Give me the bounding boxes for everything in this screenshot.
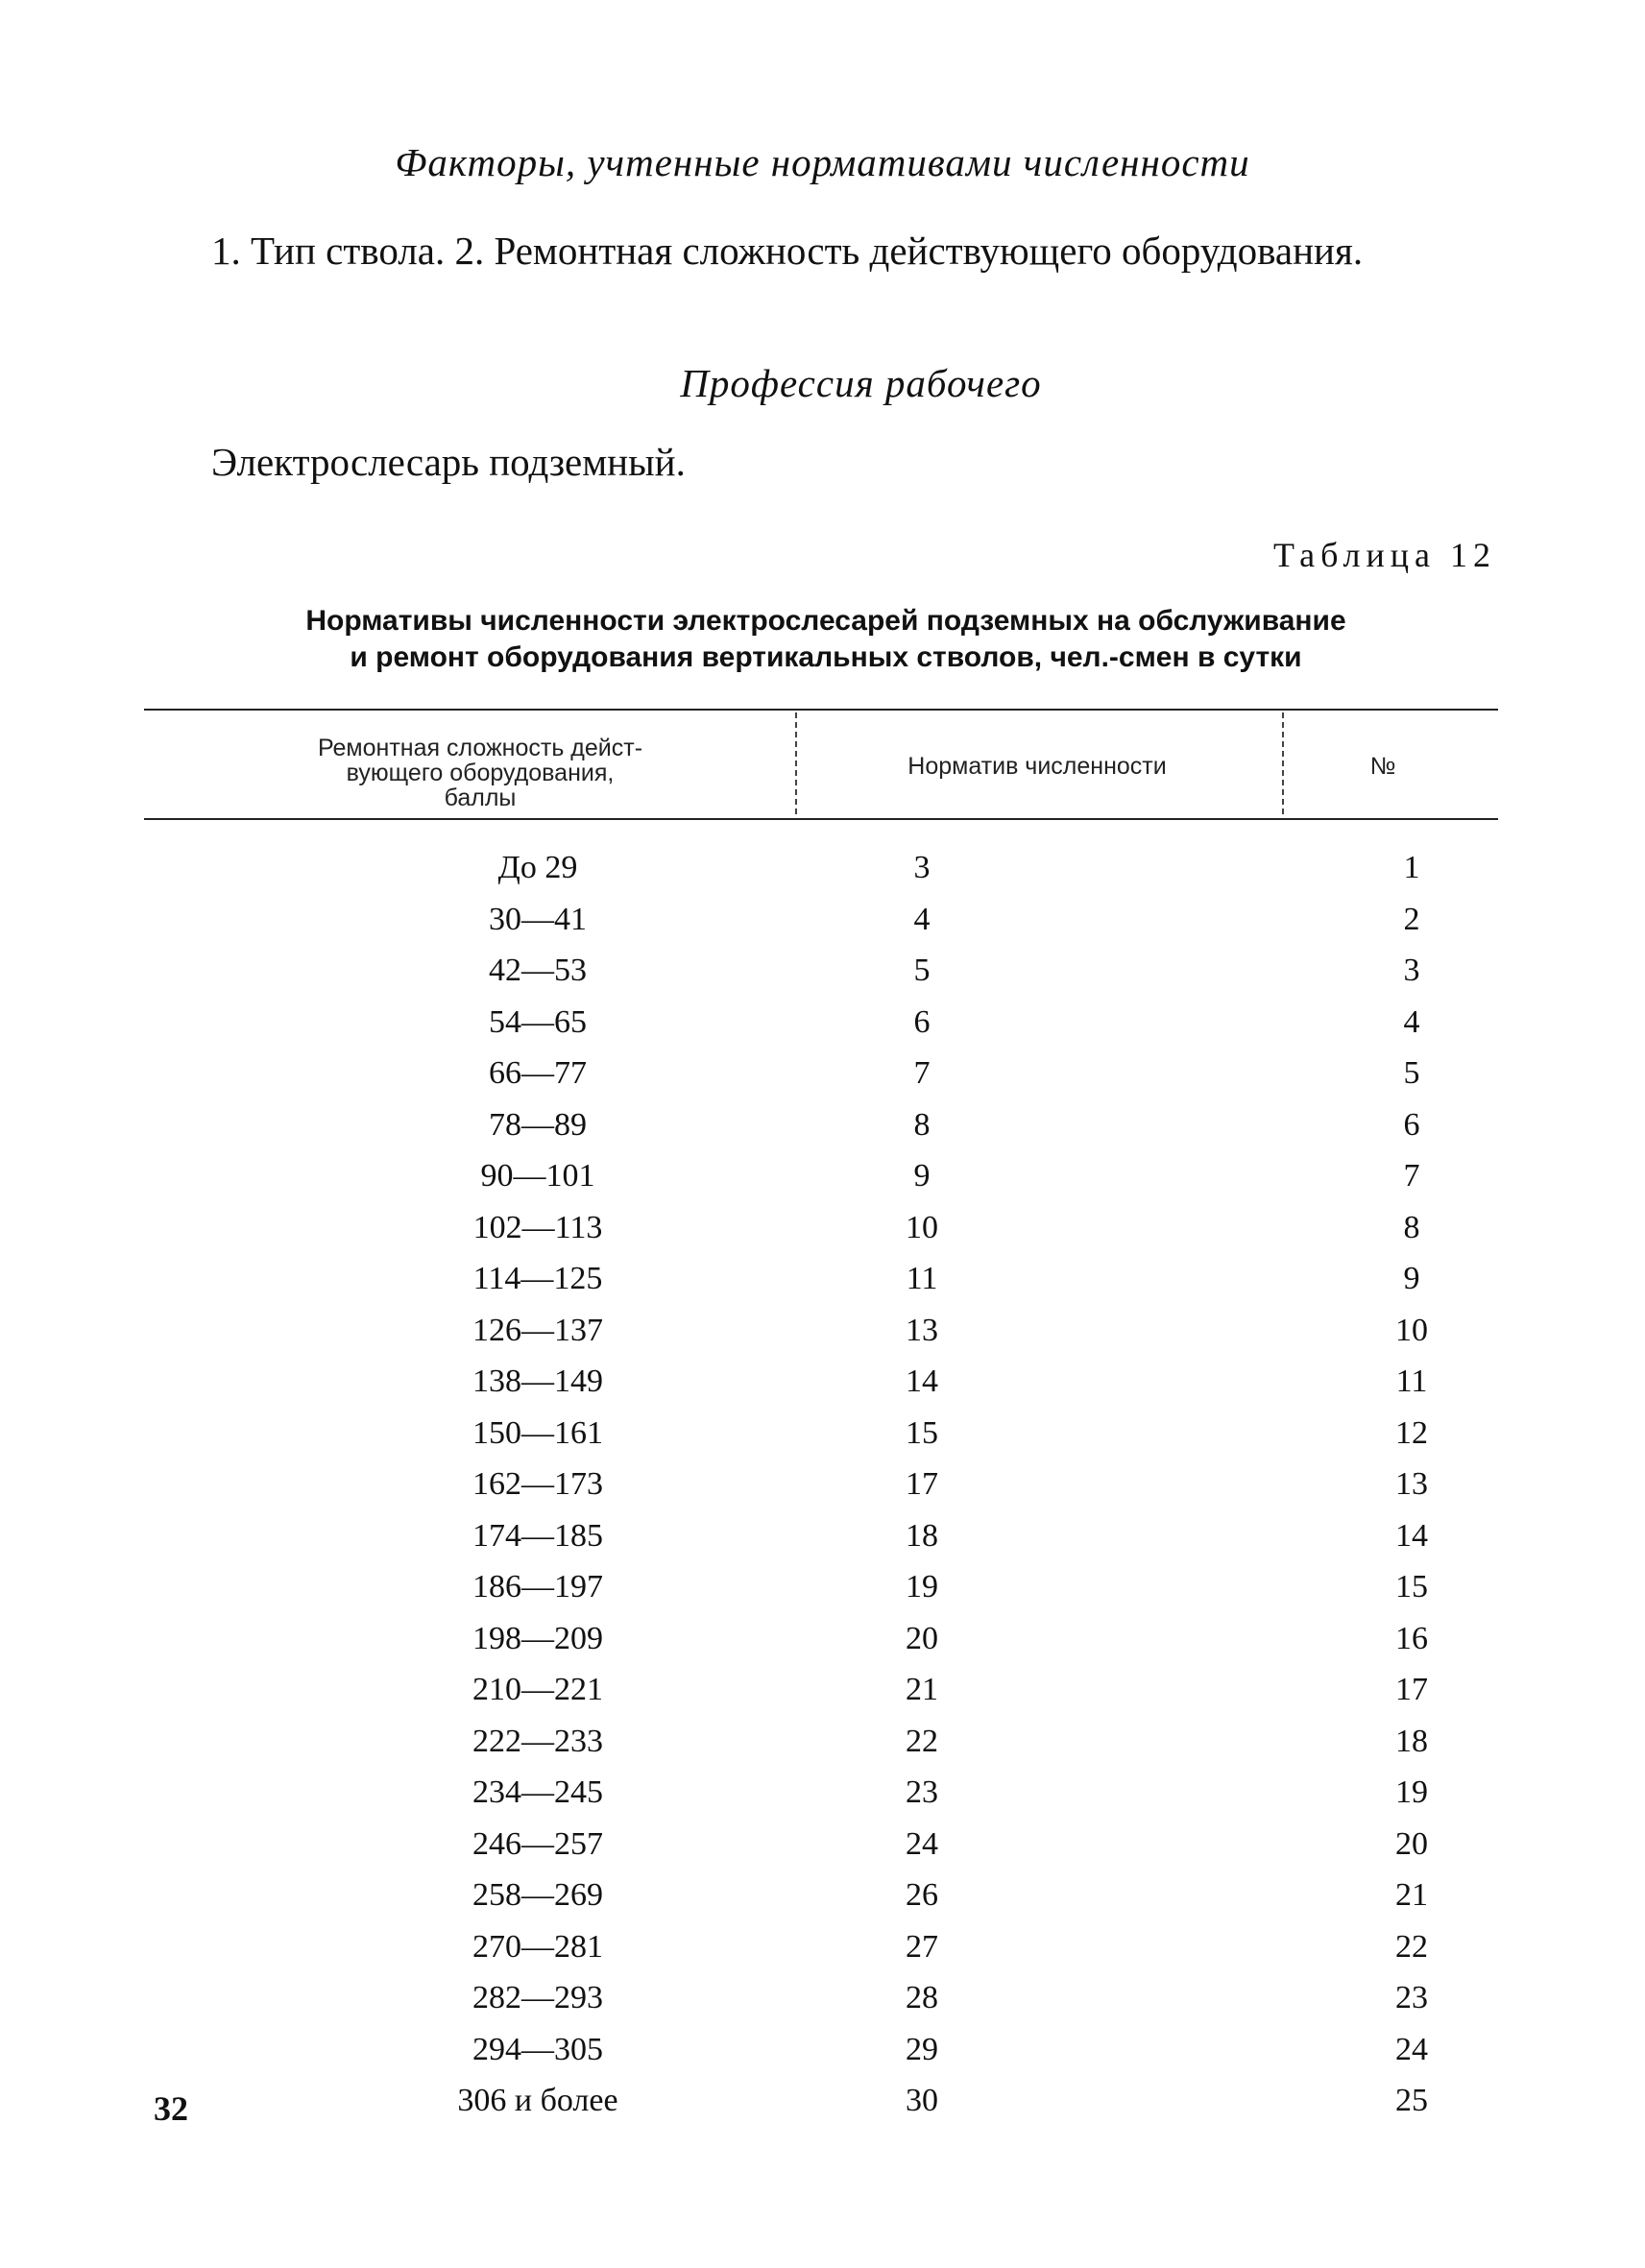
cell-norm: 14 (906, 1363, 938, 1399)
cell-norm: 29 (906, 2031, 938, 2067)
table-row (144, 2032, 1498, 2084)
table-row (144, 1672, 1498, 1724)
table-caption: Таблица 12 (1273, 536, 1496, 574)
table-row (144, 1569, 1498, 1621)
cell-complexity: 186—197 (472, 1569, 603, 1604)
cell-norm: 15 (906, 1414, 938, 1451)
cell-norm: 13 (906, 1312, 938, 1348)
factors-heading: Факторы, учтенные нормативами численности (395, 140, 1250, 184)
cell-number: 12 (1395, 1414, 1428, 1451)
cell-number: 24 (1395, 2031, 1428, 2067)
table-row (144, 1055, 1498, 1107)
cell-norm: 20 (906, 1620, 938, 1656)
table-row (144, 1313, 1498, 1364)
cell-number: 20 (1395, 1825, 1428, 1862)
cell-norm: 8 (913, 1106, 931, 1143)
cell-norm: 7 (913, 1055, 931, 1091)
column-header-number: № (1369, 753, 1396, 780)
cell-number: 22 (1395, 1928, 1428, 1965)
cell-norm: 17 (906, 1466, 938, 1502)
table-title-line2: и ремонт оборудования вертикальных стволов, чел.-смен в сутки (350, 641, 1302, 673)
cell-norm: 4 (913, 901, 931, 937)
table-title (144, 603, 1508, 676)
cell-complexity: 174—185 (472, 1517, 603, 1554)
cell-complexity: 210—221 (472, 1672, 603, 1707)
table-row (144, 902, 1498, 953)
factors-text: 1. Тип ствола. 2. Ремонтная сложность действующего оборудования. (211, 229, 1364, 273)
cell-complexity: 78—89 (489, 1106, 587, 1143)
cell-norm: 18 (906, 1517, 938, 1554)
cell-number: 5 (1403, 1055, 1420, 1091)
table-title-line1: Нормативы численности электрослесарей подземных на обслуживание (305, 605, 1346, 637)
cell-number: 18 (1395, 1723, 1428, 1759)
column-header-norm: Норматив численности (907, 753, 1167, 780)
cell-complexity: 294—305 (472, 2031, 603, 2067)
table-header-rule (144, 818, 1498, 820)
table-row (144, 1466, 1498, 1518)
cell-number: 14 (1395, 1517, 1428, 1554)
cell-norm: 26 (906, 1877, 938, 1913)
table-row (144, 1774, 1498, 1826)
cell-complexity: 258—269 (472, 1877, 603, 1913)
table-row (144, 1363, 1498, 1415)
table-row (144, 1210, 1498, 1262)
cell-number: 2 (1403, 901, 1420, 937)
cell-norm: 30 (906, 2083, 938, 2118)
cell-norm: 27 (906, 1928, 938, 1965)
table-row (144, 1826, 1498, 1878)
profession-heading: Профессия рабочего (680, 361, 1042, 405)
column-separator (795, 712, 797, 814)
cell-complexity: 138—149 (472, 1363, 603, 1399)
cell-complexity: 126—137 (472, 1312, 603, 1348)
cell-norm: 28 (906, 1980, 938, 2015)
cell-number: 23 (1395, 1980, 1428, 2015)
cell-complexity: 102—113 (472, 1209, 603, 1245)
table-top-rule (144, 709, 1498, 711)
table-row (144, 1877, 1498, 1929)
cell-norm: 5 (913, 953, 931, 988)
table-row (144, 1261, 1498, 1313)
table-row (144, 1724, 1498, 1775)
cell-number: 7 (1403, 1158, 1420, 1194)
cell-number: 4 (1403, 1003, 1420, 1040)
table-row (144, 850, 1498, 902)
table-row (144, 1107, 1498, 1159)
table-row (144, 1415, 1498, 1467)
cell-norm: 11 (906, 1261, 938, 1296)
table-row (144, 1621, 1498, 1673)
cell-number: 13 (1395, 1466, 1428, 1502)
cell-number: 9 (1403, 1261, 1420, 1296)
table-row (144, 1004, 1498, 1056)
table-row (144, 953, 1498, 1004)
cell-complexity: 42—53 (489, 953, 587, 988)
cell-number: 17 (1395, 1672, 1428, 1707)
cell-complexity: 270—281 (472, 1928, 603, 1965)
cell-norm: 21 (906, 1672, 938, 1707)
page-number: 32 (154, 2089, 188, 2128)
cell-norm: 6 (913, 1003, 931, 1040)
cell-complexity: 234—245 (472, 1774, 603, 1810)
cell-number: 10 (1395, 1312, 1428, 1348)
table-row (144, 1980, 1498, 2032)
cell-norm: 10 (906, 1209, 938, 1245)
cell-norm: 24 (906, 1825, 938, 1862)
cell-complexity: 30—41 (489, 901, 587, 937)
cell-norm: 3 (913, 850, 931, 885)
cell-number: 11 (1395, 1363, 1428, 1399)
cell-complexity: 282—293 (472, 1980, 603, 2015)
column-header-line: баллы (444, 784, 517, 811)
table-row (144, 2083, 1498, 2135)
column-header-complexity (240, 736, 720, 810)
cell-number: 25 (1395, 2083, 1428, 2118)
cell-norm: 23 (906, 1774, 938, 1810)
cell-number: 16 (1395, 1620, 1428, 1656)
cell-number: 3 (1403, 953, 1420, 988)
column-header-line: вующего оборудования, (346, 760, 615, 786)
cell-complexity: 222—233 (472, 1723, 603, 1759)
cell-norm: 19 (906, 1569, 938, 1604)
cell-complexity: До 29 (497, 850, 578, 885)
cell-number: 1 (1403, 850, 1420, 885)
cell-complexity: 54—65 (489, 1003, 587, 1040)
table-row (144, 1518, 1498, 1570)
table-row (144, 1158, 1498, 1210)
cell-complexity: 246—257 (472, 1825, 603, 1862)
table-row (144, 1929, 1498, 1981)
cell-complexity: 90—101 (480, 1158, 595, 1194)
cell-norm: 9 (913, 1158, 931, 1194)
column-header-line: Ремонтная сложность дейст- (317, 735, 643, 761)
cell-number: 6 (1403, 1106, 1420, 1143)
column-separator (1282, 712, 1284, 814)
cell-number: 15 (1395, 1569, 1428, 1604)
cell-norm: 22 (906, 1723, 938, 1759)
cell-complexity: 114—125 (472, 1261, 603, 1296)
cell-complexity: 198—209 (472, 1620, 603, 1656)
table-body (144, 850, 1498, 2135)
cell-number: 19 (1395, 1774, 1428, 1810)
profession-text: Электрослесарь подземный. (211, 440, 686, 484)
cell-complexity: 66—77 (489, 1055, 587, 1091)
cell-complexity: 162—173 (472, 1466, 603, 1502)
cell-complexity: 306 и более (457, 2083, 618, 2118)
cell-complexity: 150—161 (472, 1414, 603, 1451)
cell-number: 21 (1395, 1877, 1428, 1913)
cell-number: 8 (1403, 1209, 1420, 1245)
